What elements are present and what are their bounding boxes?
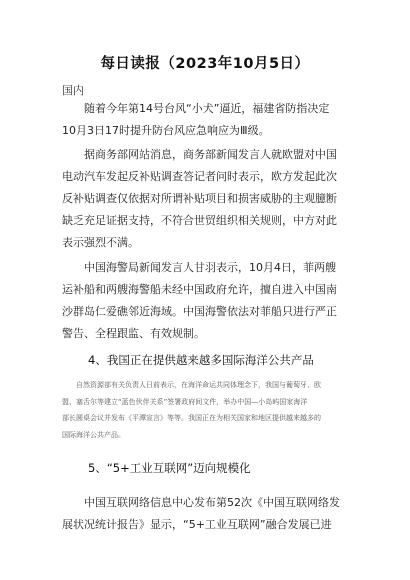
text-line: 警告、全程跟监、有效规制。 bbox=[62, 327, 205, 340]
text-line: 展状况统计报告》显示，“5+工业互联网”融合发展已进 bbox=[62, 518, 332, 531]
paragraph-commerce bbox=[62, 144, 358, 254]
text-line: 国际海洋公共产品。 bbox=[62, 430, 125, 439]
section-label-domestic: 国内 bbox=[62, 84, 84, 97]
text-line: 部长圆桌会议并发布《平潭宣言》等等。我国正在为相关国家和地区提供越来越多的 bbox=[62, 414, 321, 422]
text-line: 电动汽车发起反补贴调查答记者问时表示，欧方发起此次 bbox=[62, 170, 337, 183]
text-line: 缺乏充足证据支持，不符合世贸组织相关规则，中方对此 bbox=[62, 214, 337, 227]
text-line: 盟、塞舌尔等建立“蓝色伙伴关系”签署政府间文件，举办中国—小岛屿国家海洋 bbox=[62, 397, 308, 406]
text-line: 10月3日17时提升防台风应急响应为Ⅲ级。 bbox=[62, 124, 270, 137]
text-line: 运补船和两艘海警船未经中国政府允许，擅自进入中国南 bbox=[62, 283, 337, 296]
text-line: 沙群岛仁爱礁邻近海域。中国海警依法对菲船只进行严正 bbox=[62, 305, 337, 318]
paragraph-industrial-internet bbox=[62, 492, 358, 536]
paragraph-ocean-public-goods bbox=[62, 377, 358, 443]
text-line: 中国互联网络信息中心发布第52次《中国互联网络发 bbox=[84, 496, 340, 509]
text-line: 表示强烈不满。 bbox=[62, 236, 139, 249]
text-line: 随着今年第14号台风“小犬”逼近，福建省防指决定 bbox=[84, 102, 330, 115]
document-title: 每日读报（2023年10月5日） bbox=[100, 56, 310, 72]
heading-industrial-internet: 5、“5+工业互联网”迈向规模化 bbox=[88, 461, 251, 475]
paragraph-coast-guard bbox=[62, 257, 358, 345]
heading-ocean-public-goods: 4、我国正在提供越来越多国际海洋公共产品 bbox=[88, 353, 314, 367]
text-line: 中国海警局新闻发言人甘羽表示，10月4日，菲两艘 bbox=[84, 261, 336, 274]
text-line: 据商务部网站消息，商务部新闻发言人就欧盟对中国 bbox=[84, 148, 337, 161]
text-line: 反补贴调查仅依据对所谓补贴项目和损害威胁的主观臆断 bbox=[62, 192, 337, 205]
paragraph-typhoon bbox=[62, 98, 358, 142]
text-line: 自然资源部有关负责人日前表示，在海洋命运共同体理念下，我国与葡萄牙、欧 bbox=[76, 381, 321, 389]
